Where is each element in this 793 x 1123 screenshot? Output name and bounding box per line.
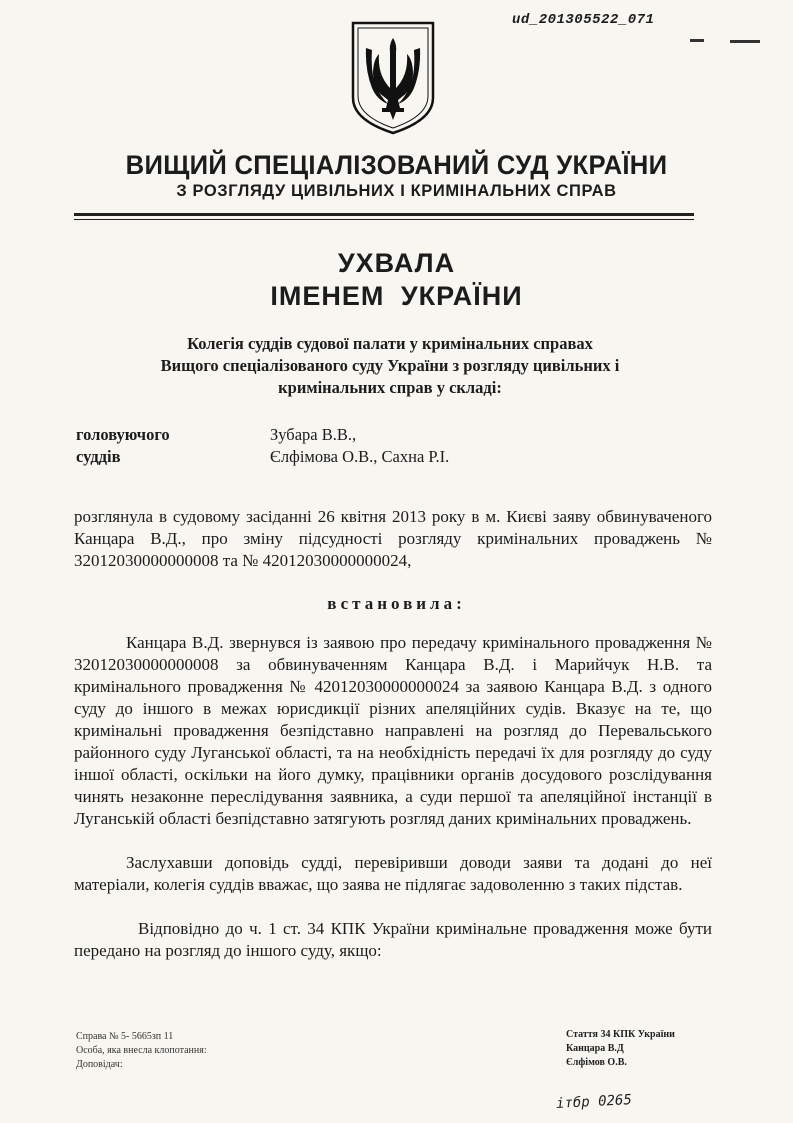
document-type: УХВАЛА [337, 248, 456, 278]
judges-names: Єлфімова О.В., Сахна Р.І. [270, 447, 450, 466]
footer-petitioner-name: Канцара В.Д [566, 1043, 624, 1054]
paragraph-3: Відповідно до ч. 1 ст. 34 КПК України кримінальне провадження може бути передано на розгляд до іншого суду, якщо: [74, 919, 712, 960]
panel-line-1: Колегія суддів судової палати у кримінальних справах [187, 334, 593, 353]
court-name: ВИЩИЙ СПЕЦІАЛІЗОВАНИЙ СУД УКРАЇНИ [125, 150, 668, 180]
footer-petitioner-label: Особа, яка внесла клопотання: [76, 1045, 207, 1056]
panel-line-3: кримінальних справ у складі: [278, 378, 502, 397]
footer-case-number: Справа № 5- 5665зп 11 [76, 1031, 174, 1042]
scan-mark [690, 38, 780, 44]
presiding-label: головуючого [76, 425, 170, 444]
in-name-of-ukraine: ІМЕНЕМ УКРАЇНИ [270, 281, 523, 311]
court-subtitle: З РОЗГЛЯДУ ЦИВІЛЬНИХ І КРИМІНАЛЬНИХ СПРАВ [176, 182, 617, 200]
footer-reporter-name: Єлфімов О.В. [566, 1057, 627, 1068]
panel-composition [100, 333, 680, 399]
coat-of-arms-emblem [350, 20, 436, 136]
panel-line-2: Вищого спеціалізованого суду України з розгляду цивільних і [160, 356, 620, 375]
footer-reporter-label: Доповідач: [76, 1059, 123, 1070]
presiding-name: Зубара В.В., [270, 425, 357, 444]
header-divider-thin [74, 219, 694, 220]
established-heading: встановила: [327, 594, 466, 613]
document-id: ud_201305522_071 [512, 12, 655, 28]
intro-paragraph: розглянула в судовому засіданні 26 квітня 2013 року в м. Києві заяву обвинуваченого Канцара В.Д., про зміну підсудності розгляду кримінальних проваджень № 32012030000000008 та № 42012030000000024, [74, 507, 712, 570]
paragraph-1: Канцара В.Д. звернувся із заявою про передачу кримінального провадження № 32012030000000008 за обвинуваченням Канцара В.Д. і Марийчук Н.В. та кримінального провадження № 42012030000000024 за заявою Канцара В.Д. з одного суду до іншого в межах юрисдикції різних апеляційних судів. Вказує на те, що кримінальні провадження безпідставно направлені на розгляд до Перевальського районного суду Луганської області, та на необхідність передачі їх для розгляду до суду іншої області, оскільки на його думку, працівники органів досудового розслідування чинять незаконне переслідування заявника, а суди першої та апеляційної інстанції в Луганській області безпідставно затягують розгляд даних кримінальних проваджень. [74, 633, 712, 828]
paragraph-2: Заслухавши доповідь судді, перевіривши доводи заяви та додані до неї матеріали, колегія суддів вважає, що заява не підлягає задоволенню з таких підстав. [74, 853, 712, 894]
footer-article: Стаття 34 КПК України [566, 1029, 675, 1040]
header-divider [74, 213, 694, 216]
judges-label: суддів [76, 447, 121, 466]
handwritten-note: ітбр 0265 [555, 1092, 633, 1112]
